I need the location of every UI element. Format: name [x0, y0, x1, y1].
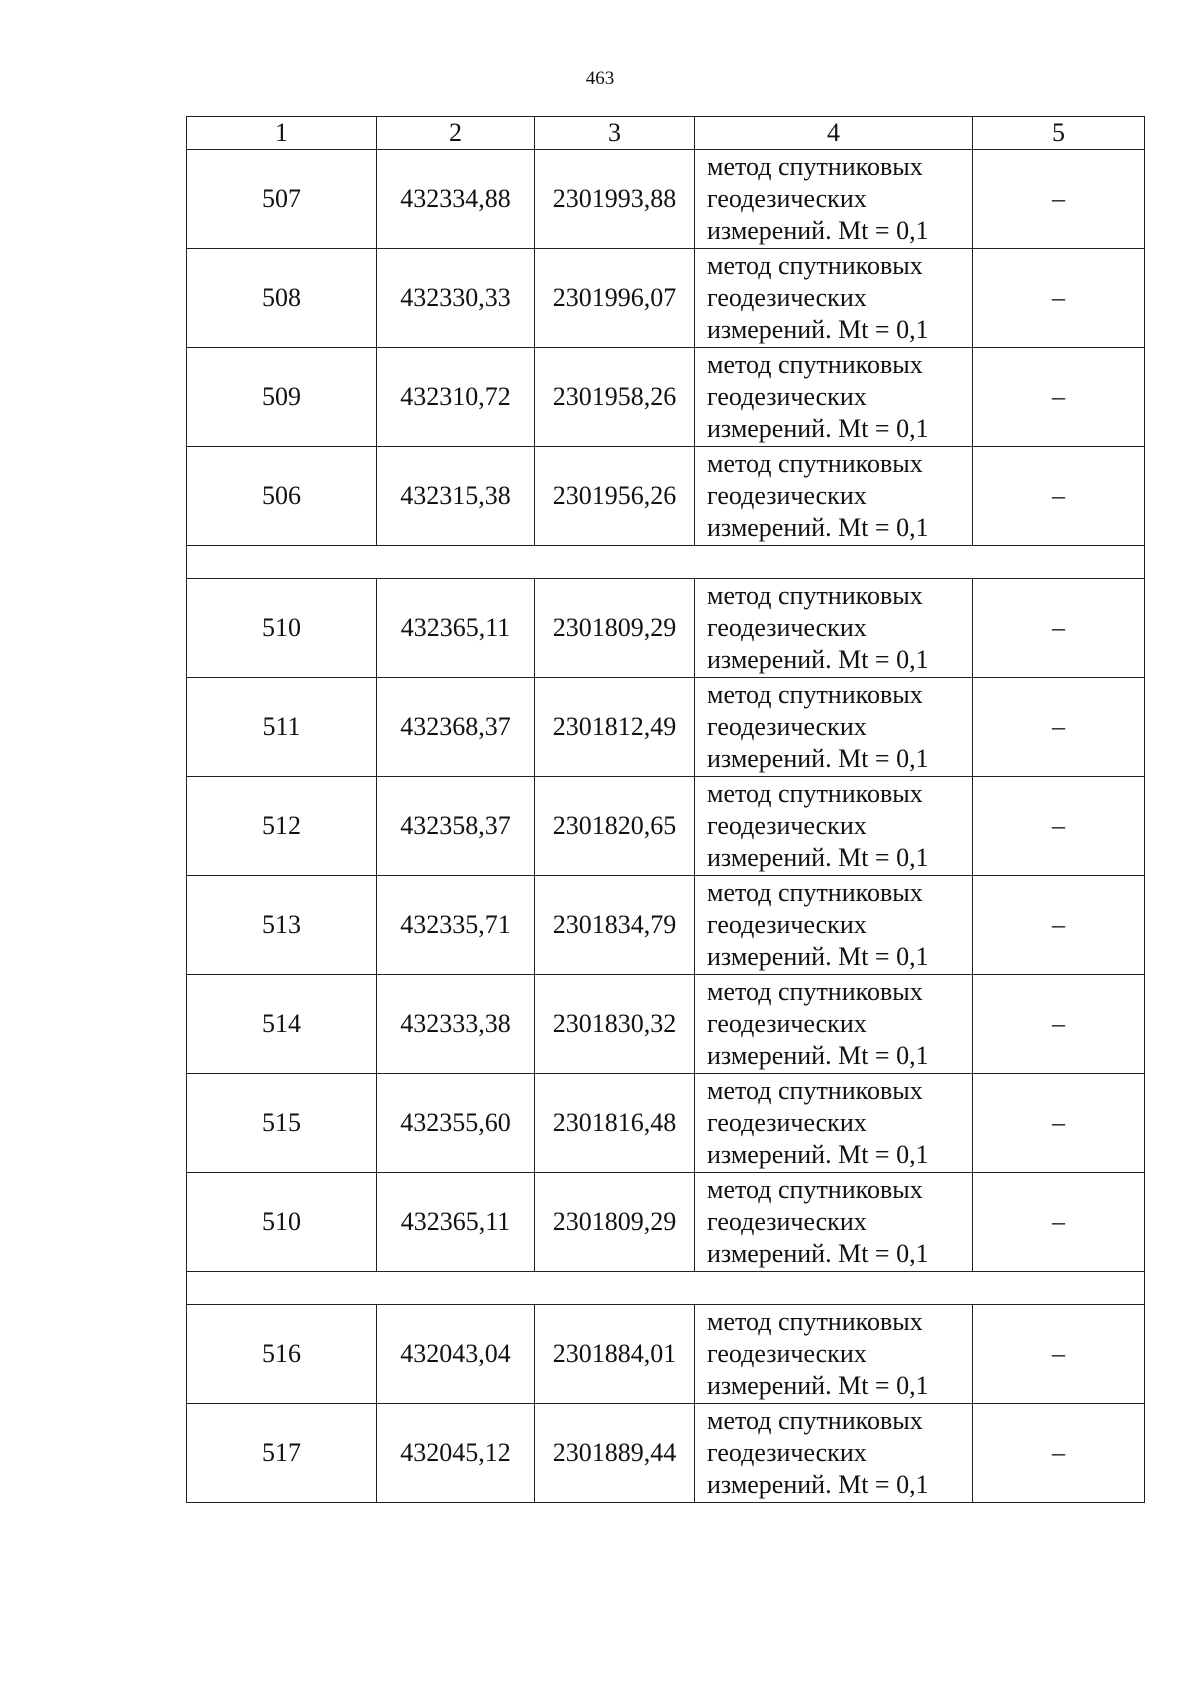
table-separator-row	[187, 1272, 1145, 1305]
table-row	[187, 579, 1145, 678]
point-number-cell: 510	[187, 579, 377, 678]
table-row	[187, 348, 1145, 447]
column-header-4: 4	[695, 117, 973, 150]
x-coordinate-cell: 432334,88	[377, 150, 535, 249]
table-separator-row	[187, 546, 1145, 579]
method-line-3: измерений. Mt = 0,1	[707, 1470, 929, 1499]
table-row	[187, 1305, 1145, 1404]
note-cell: –	[973, 777, 1145, 876]
column-header-3: 3	[535, 117, 695, 150]
y-coordinate-cell: 2301809,29	[535, 1173, 695, 1272]
column-header-2: 2	[377, 117, 535, 150]
method-cell	[695, 579, 973, 678]
x-coordinate-cell: 432368,37	[377, 678, 535, 777]
x-coordinate-cell: 432043,04	[377, 1305, 535, 1404]
note-cell: –	[973, 1173, 1145, 1272]
method-line-2: геодезических	[707, 1339, 867, 1368]
separator-cell	[187, 1272, 1145, 1305]
point-number-cell: 509	[187, 348, 377, 447]
x-coordinate-cell: 432333,38	[377, 975, 535, 1074]
note-cell: –	[973, 249, 1145, 348]
method-line-1: метод спутниковых	[707, 581, 923, 610]
method-cell	[695, 1404, 973, 1503]
y-coordinate-cell: 2301956,26	[535, 447, 695, 546]
method-cell	[695, 777, 973, 876]
point-number-cell: 508	[187, 249, 377, 348]
method-line-3: измерений. Mt = 0,1	[707, 1371, 929, 1400]
column-header-5: 5	[973, 117, 1145, 150]
method-line-3: измерений. Mt = 0,1	[707, 744, 929, 773]
y-coordinate-cell: 2301816,48	[535, 1074, 695, 1173]
method-line-1: метод спутниковых	[707, 152, 923, 181]
method-line-1: метод спутниковых	[707, 1307, 923, 1336]
table-row	[187, 777, 1145, 876]
method-cell	[695, 1305, 973, 1404]
table-row	[187, 150, 1145, 249]
method-cell	[695, 249, 973, 348]
method-line-3: измерений. Mt = 0,1	[707, 843, 929, 872]
point-number-cell: 511	[187, 678, 377, 777]
method-line-2: геодезических	[707, 712, 867, 741]
method-line-1: метод спутниковых	[707, 449, 923, 478]
method-line-2: геодезических	[707, 613, 867, 642]
method-line-2: геодезических	[707, 910, 867, 939]
point-number-cell: 515	[187, 1074, 377, 1173]
method-cell	[695, 348, 973, 447]
method-line-3: измерений. Mt = 0,1	[707, 942, 929, 971]
point-number-cell: 513	[187, 876, 377, 975]
x-coordinate-cell: 432045,12	[377, 1404, 535, 1503]
y-coordinate-cell: 2301809,29	[535, 579, 695, 678]
method-line-2: геодезических	[707, 283, 867, 312]
method-cell	[695, 876, 973, 975]
method-line-2: геодезических	[707, 481, 867, 510]
method-cell	[695, 447, 973, 546]
note-cell: –	[973, 348, 1145, 447]
note-cell: –	[973, 579, 1145, 678]
note-cell: –	[973, 1404, 1145, 1503]
y-coordinate-cell: 2301889,44	[535, 1404, 695, 1503]
method-line-3: измерений. Mt = 0,1	[707, 216, 929, 245]
method-line-3: измерений. Mt = 0,1	[707, 1140, 929, 1169]
table-row	[187, 1404, 1145, 1503]
table-row	[187, 975, 1145, 1074]
method-line-3: измерений. Mt = 0,1	[707, 1041, 929, 1070]
x-coordinate-cell: 432330,33	[377, 249, 535, 348]
note-cell: –	[973, 1074, 1145, 1173]
method-line-2: геодезических	[707, 184, 867, 213]
method-line-1: метод спутниковых	[707, 680, 923, 709]
separator-cell	[187, 546, 1145, 579]
method-line-1: метод спутниковых	[707, 1076, 923, 1105]
note-cell: –	[973, 678, 1145, 777]
note-cell: –	[973, 447, 1145, 546]
table-row	[187, 1074, 1145, 1173]
method-line-1: метод спутниковых	[707, 779, 923, 808]
method-cell	[695, 1173, 973, 1272]
table-row	[187, 876, 1145, 975]
method-cell	[695, 1074, 973, 1173]
y-coordinate-cell: 2301834,79	[535, 876, 695, 975]
point-number-cell: 507	[187, 150, 377, 249]
method-cell	[695, 975, 973, 1074]
point-number-cell: 514	[187, 975, 377, 1074]
point-number-cell: 512	[187, 777, 377, 876]
table-body	[187, 150, 1145, 1503]
method-line-2: геодезических	[707, 811, 867, 840]
note-cell: –	[973, 975, 1145, 1074]
y-coordinate-cell: 2301820,65	[535, 777, 695, 876]
method-line-1: метод спутниковых	[707, 1175, 923, 1204]
column-header-1: 1	[187, 117, 377, 150]
y-coordinate-cell: 2301996,07	[535, 249, 695, 348]
table-row	[187, 1173, 1145, 1272]
x-coordinate-cell: 432315,38	[377, 447, 535, 546]
method-line-3: измерений. Mt = 0,1	[707, 414, 929, 443]
method-line-2: геодезических	[707, 382, 867, 411]
method-line-1: метод спутниковых	[707, 1406, 923, 1435]
method-line-1: метод спутниковых	[707, 251, 923, 280]
table-header-row	[187, 117, 1145, 150]
point-number-cell: 510	[187, 1173, 377, 1272]
method-line-3: измерений. Mt = 0,1	[707, 1239, 929, 1268]
point-number-cell: 516	[187, 1305, 377, 1404]
method-line-2: геодезических	[707, 1207, 867, 1236]
page-number: 463	[585, 68, 615, 89]
point-number-cell: 517	[187, 1404, 377, 1503]
method-line-3: измерений. Mt = 0,1	[707, 315, 929, 344]
method-line-1: метод спутниковых	[707, 977, 923, 1006]
x-coordinate-cell: 432358,37	[377, 777, 535, 876]
y-coordinate-cell: 2301958,26	[535, 348, 695, 447]
method-line-1: метод спутниковых	[707, 878, 923, 907]
x-coordinate-cell: 432365,11	[377, 1173, 535, 1272]
method-line-2: геодезических	[707, 1108, 867, 1137]
table-row	[187, 249, 1145, 348]
y-coordinate-cell: 2301830,32	[535, 975, 695, 1074]
method-line-3: измерений. Mt = 0,1	[707, 513, 929, 542]
method-line-2: геодезических	[707, 1438, 867, 1467]
method-line-1: метод спутниковых	[707, 350, 923, 379]
y-coordinate-cell: 2301812,49	[535, 678, 695, 777]
coordinates-table	[186, 116, 1145, 1503]
table-row	[187, 678, 1145, 777]
x-coordinate-cell: 432335,71	[377, 876, 535, 975]
method-cell	[695, 678, 973, 777]
x-coordinate-cell: 432355,60	[377, 1074, 535, 1173]
x-coordinate-cell: 432310,72	[377, 348, 535, 447]
note-cell: –	[973, 150, 1145, 249]
note-cell: –	[973, 876, 1145, 975]
method-line-2: геодезических	[707, 1009, 867, 1038]
table-row	[187, 447, 1145, 546]
point-number-cell: 506	[187, 447, 377, 546]
x-coordinate-cell: 432365,11	[377, 579, 535, 678]
y-coordinate-cell: 2301884,01	[535, 1305, 695, 1404]
method-cell	[695, 150, 973, 249]
method-line-3: измерений. Mt = 0,1	[707, 645, 929, 674]
y-coordinate-cell: 2301993,88	[535, 150, 695, 249]
note-cell: –	[973, 1305, 1145, 1404]
